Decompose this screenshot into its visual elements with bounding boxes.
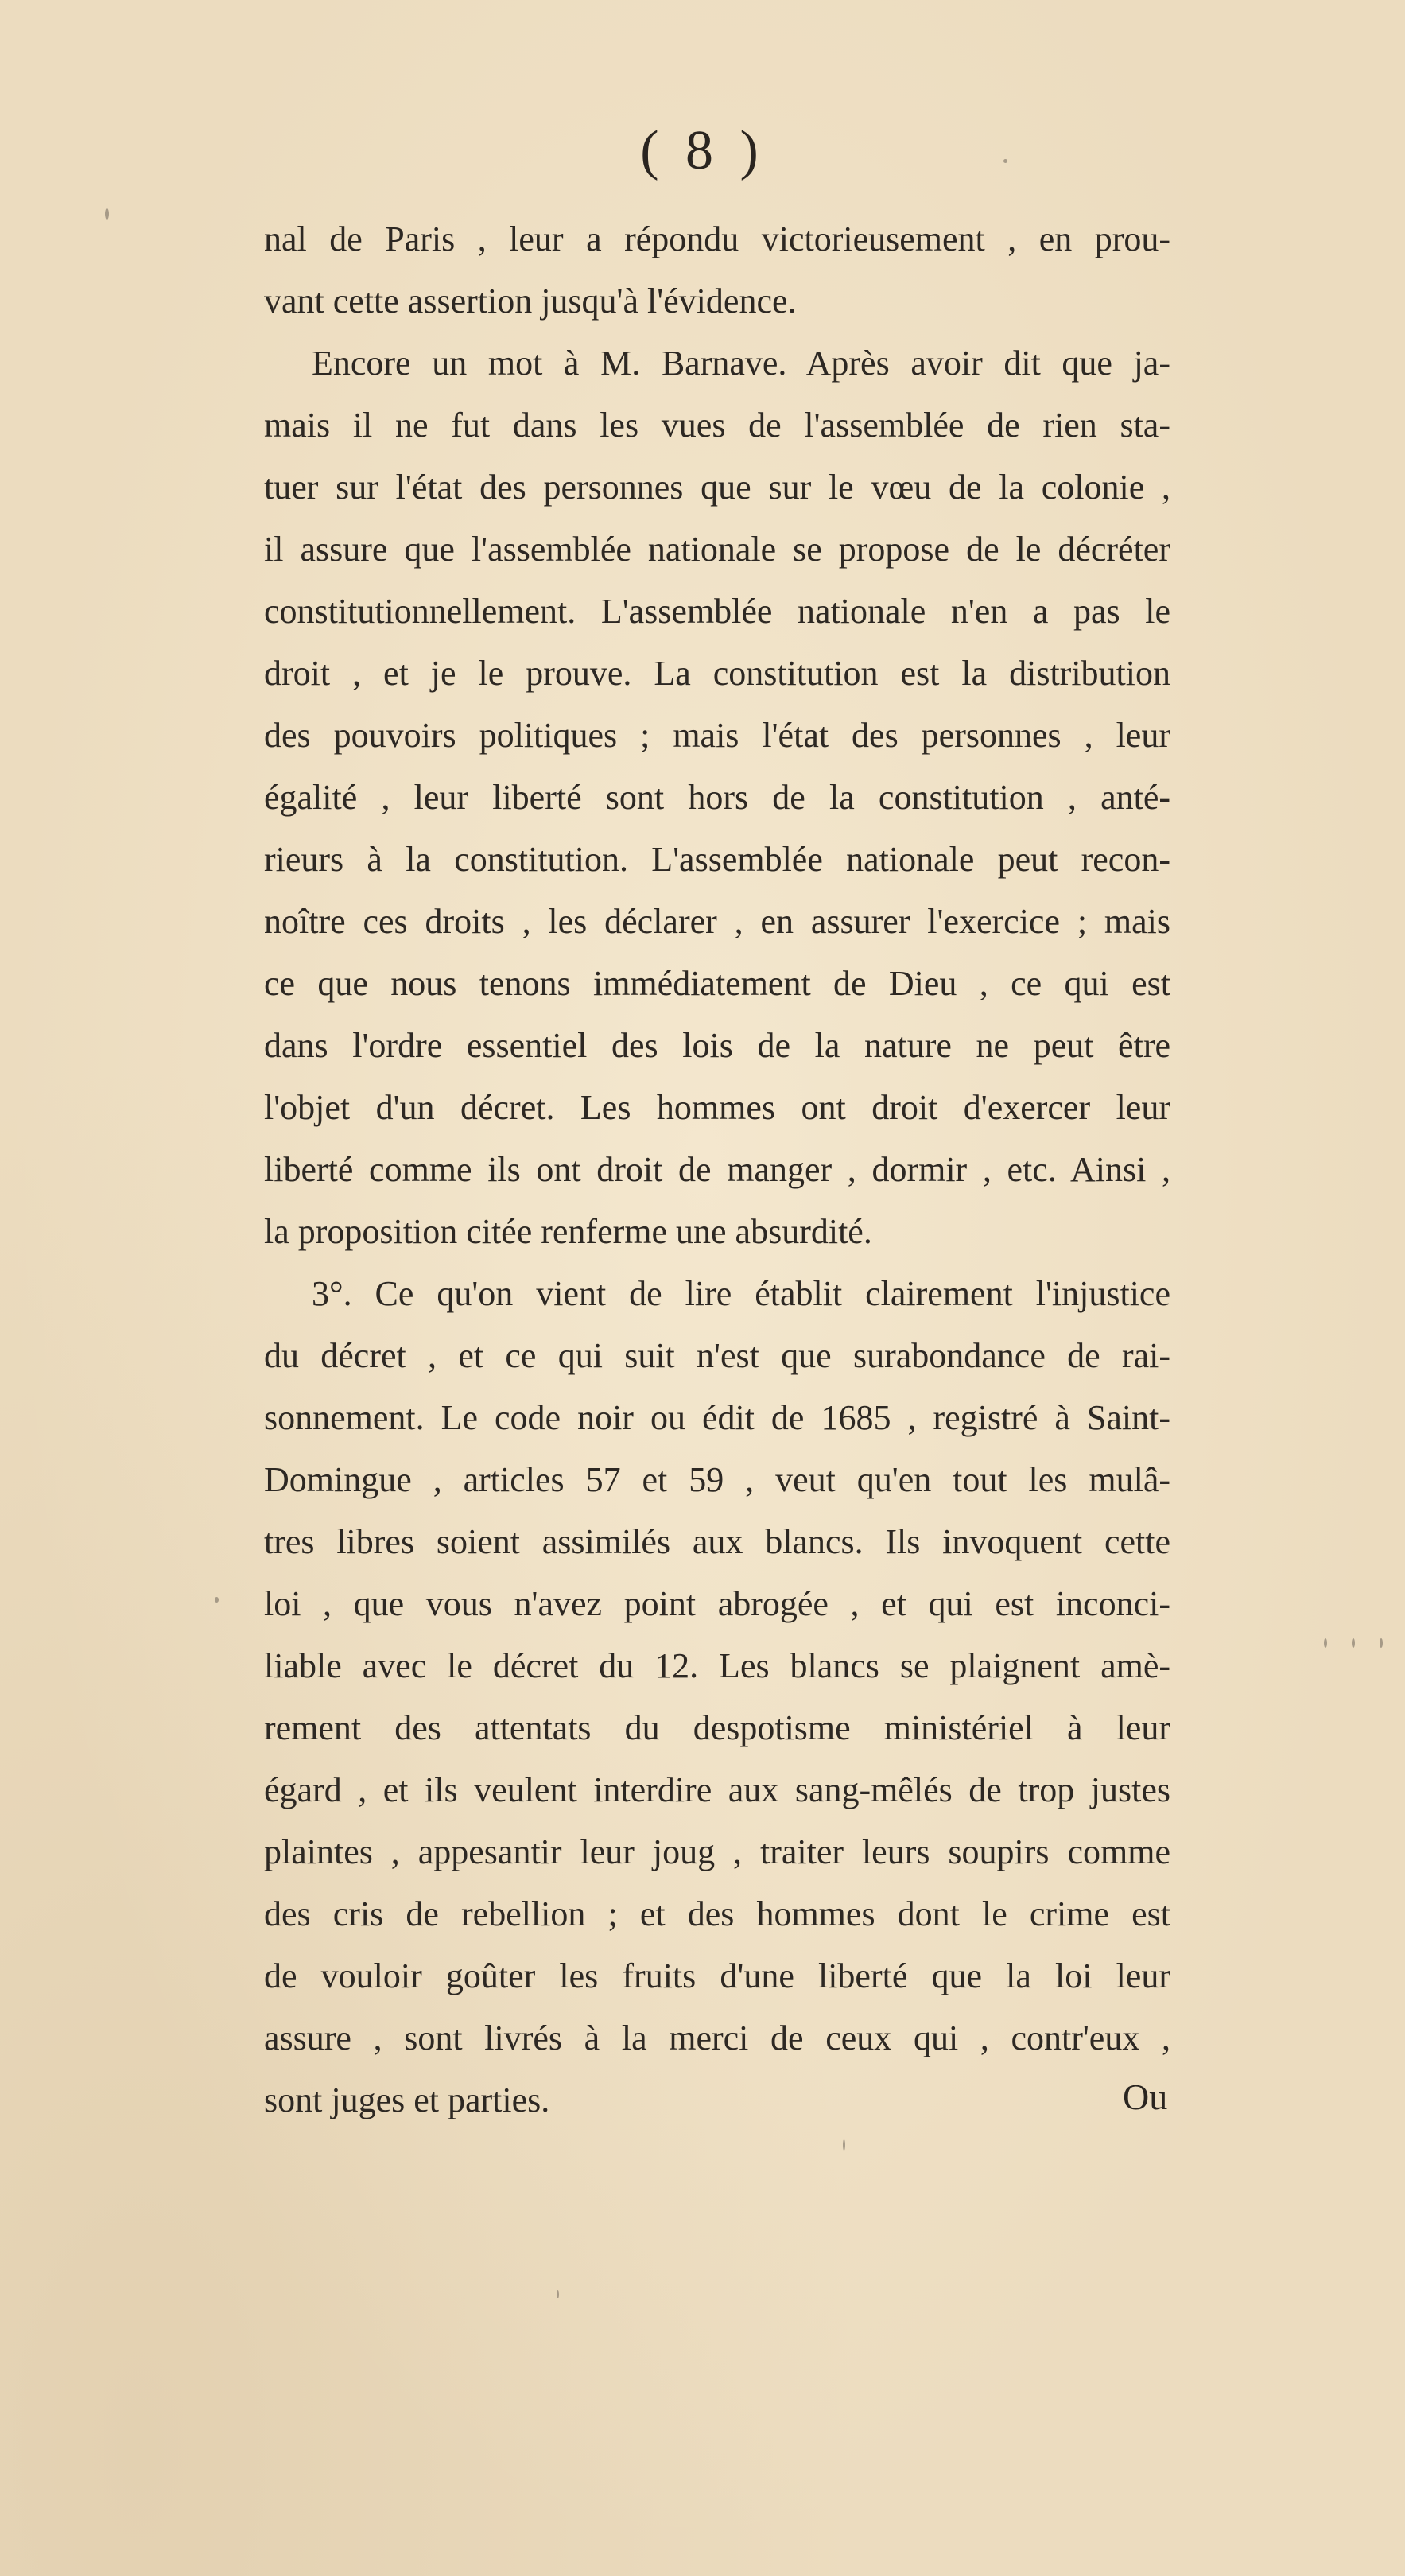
text-line: liberté comme ils ont droit de manger , dormir , etc. Ainsi , bbox=[264, 1150, 1170, 1189]
text-line: nal de Paris , leur a répondu victorieusement , en prou- bbox=[264, 220, 1170, 258]
page-number: ( 8 ) bbox=[640, 120, 765, 181]
paper-speck bbox=[1352, 1638, 1355, 1648]
text-line: loi , que vous n'avez point abrogée , et qui est inconci- bbox=[264, 1584, 1170, 1623]
text-line: des cris de rebellion ; et des hommes dont le crime est bbox=[264, 1894, 1170, 1933]
text-line: égard , et ils veulent interdire aux sang-mêlés de trop justes bbox=[264, 1770, 1170, 1809]
text-line: tres libres soient assimilés aux blancs. Ils invoquent cette bbox=[264, 1522, 1170, 1561]
text-line: la proposition citée renferme une absurdité. bbox=[264, 1212, 872, 1251]
text-line: dans l'ordre essentiel des lois de la nature ne peut être bbox=[264, 1026, 1170, 1065]
text-line: noître ces droits , les déclarer , en assurer l'exercice ; mais bbox=[264, 902, 1170, 941]
text-line: égalité , leur liberté sont hors de la constitution , anté- bbox=[264, 778, 1170, 817]
paper-speck bbox=[105, 208, 109, 220]
text-line: Encore un mot à M. Barnave. Après avoir dit que ja- bbox=[312, 344, 1170, 383]
text-line: assure , sont livrés à la merci de ceux qui , contr'eux , bbox=[264, 2018, 1170, 2057]
text-line: tuer sur l'état des personnes que sur le vœu de la colonie , bbox=[264, 468, 1170, 507]
text-line: rement des attentats du despotisme ministériel à leur bbox=[264, 1708, 1170, 1747]
text-line: sont juges et parties. bbox=[264, 2081, 550, 2119]
paper-speck bbox=[1003, 159, 1007, 163]
paper-speck bbox=[1380, 1638, 1383, 1648]
text-line: du décret , et ce qui suit n'est que surabondance de rai- bbox=[264, 1336, 1170, 1375]
text-line: ce que nous tenons immédiatement de Dieu , ce qui est bbox=[264, 964, 1170, 1003]
catchword: Ou bbox=[1123, 2077, 1168, 2117]
text-line: vant cette assertion jusqu'à l'évidence. bbox=[264, 282, 797, 321]
text-line: plaintes , appesantir leur joug , traiter leurs soupirs comme bbox=[264, 1832, 1170, 1871]
text-line: de vouloir goûter les fruits d'une liberté que la loi leur bbox=[264, 1956, 1170, 1995]
text-line: droit , et je le prouve. La constitution est la distribution bbox=[264, 654, 1170, 693]
text-line: sonnement. Le code noir ou édit de 1685 , registré à Saint- bbox=[264, 1398, 1170, 1437]
paper-speck bbox=[1324, 1638, 1327, 1648]
text-line: Domingue , articles 57 et 59 , veut qu'en tout les mulâ- bbox=[264, 1460, 1170, 1499]
text-line: il assure que l'assemblée nationale se propose de le décréter bbox=[264, 530, 1170, 569]
text-line: mais il ne fut dans les vues de l'assemblée de rien sta- bbox=[264, 406, 1170, 445]
paper-speck bbox=[557, 2290, 559, 2298]
text-line: constitutionnellement. L'assemblée nationale n'en a pas le bbox=[264, 592, 1170, 631]
text-line: des pouvoirs politiques ; mais l'état des personnes , leur bbox=[264, 716, 1170, 755]
paper-speck bbox=[843, 2139, 845, 2151]
text-line: rieurs à la constitution. L'assemblée nationale peut recon- bbox=[264, 840, 1170, 879]
paper-speck bbox=[215, 1597, 219, 1603]
body-text bbox=[264, 208, 1170, 2131]
text-line: 3°. Ce qu'on vient de lire établit clairement l'injustice bbox=[312, 1274, 1170, 1313]
text-line: l'objet d'un décret. Les hommes ont droit d'exercer leur bbox=[264, 1088, 1170, 1127]
text-line: liable avec le décret du 12. Les blancs se plaignent amè- bbox=[264, 1646, 1170, 1685]
